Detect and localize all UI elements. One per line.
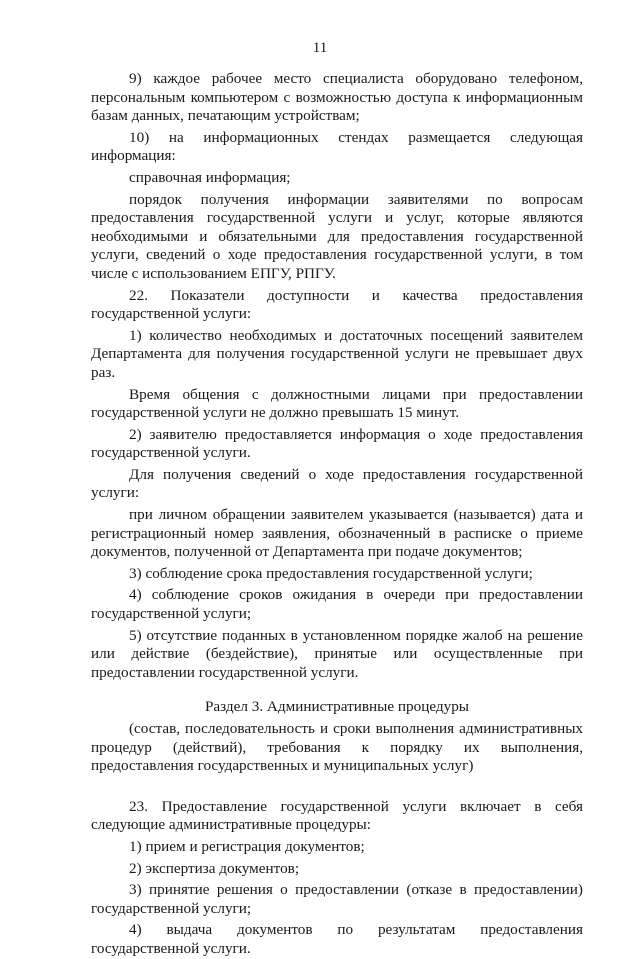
paragraph-22-3: 3) соблюдение срока предоставления государственной услуги; bbox=[129, 564, 533, 582]
paragraph-item-10: 10) на информационных стендах размещается следующая информация: bbox=[91, 128, 583, 165]
paragraph-23-3: 3) принятие решения о предоставлении (отказе в предоставлении) государственной услуги; bbox=[91, 881, 583, 917]
paragraph-23-2: 2) экспертиза документов; bbox=[129, 859, 300, 877]
paragraph-23: 23. Предоставление государственной услуги включает в себя следующие административные процедуры: bbox=[91, 797, 583, 834]
paragraph-item-9: 9) каждое рабочее место специалиста оборудовано телефоном, персональным компьютером с возможностью доступа к информационным базам данных, печатающим устройствам; bbox=[91, 70, 583, 125]
section-title: Раздел 3. Административные процедуры bbox=[204, 698, 470, 716]
paragraph-time-limit: Время общения с должностными лицами при предоставлении государственной услуги не должно превышать 15 минут. bbox=[91, 385, 583, 422]
paragraph-personal-visit: при личном обращении заявителем указывается (называется) дата и регистрационный номер заявления, обозначенный в расписке о приеме документов, полученной от Департамента при подаче документов; bbox=[91, 506, 583, 561]
paragraph-22-2: 2) заявителю предоставляется информация о ходе предоставления государственной услуги. bbox=[91, 425, 583, 462]
paragraph-22-1: 1) количество необходимых и достаточных посещений заявителем Департамента для получения государственной услуги не превышает двух раз. bbox=[91, 326, 583, 381]
paragraph-22-4: 4) соблюдение сроков ожидания в очереди при предоставлении государственной услуги; bbox=[91, 586, 583, 623]
paragraph-reference-info: справочная информация; bbox=[129, 168, 291, 186]
paragraph-22-5: 5) отсутствие поданных в установленном порядке жалоб на решение или действие (бездействие), принятые или осуществленные при предоставлении государственной услуги. bbox=[91, 626, 583, 681]
paragraph-22: 22. Показатели доступности и качества предоставления государственной услуги: bbox=[91, 286, 583, 323]
paragraph-info-procedure: порядок получения информации заявителями по вопросам предоставления государственной услуги и услуг, которые являются необходимыми и обязательными для предоставления государственной услуги, сведений о ходе предоставления государственной услуги, в том числе с использованием ЕПГУ, РПГУ. bbox=[91, 190, 583, 282]
paragraph-23-4: 4) выдача документов по результатам предоставления государственной услуги. bbox=[91, 921, 583, 957]
document-body bbox=[91, 70, 583, 959]
section-subtitle: (состав, последовательность и сроки выполнения административных процедур (действий), требования к порядку их выполнения, предоставления государственных и муниципальных услуг) bbox=[91, 720, 583, 775]
paragraph-23-1: 1) прием и регистрация документов; bbox=[129, 837, 365, 855]
paragraph-status-info: Для получения сведений о ходе предоставления государственной услуги: bbox=[91, 465, 583, 502]
page-number: 11 bbox=[312, 40, 328, 56]
